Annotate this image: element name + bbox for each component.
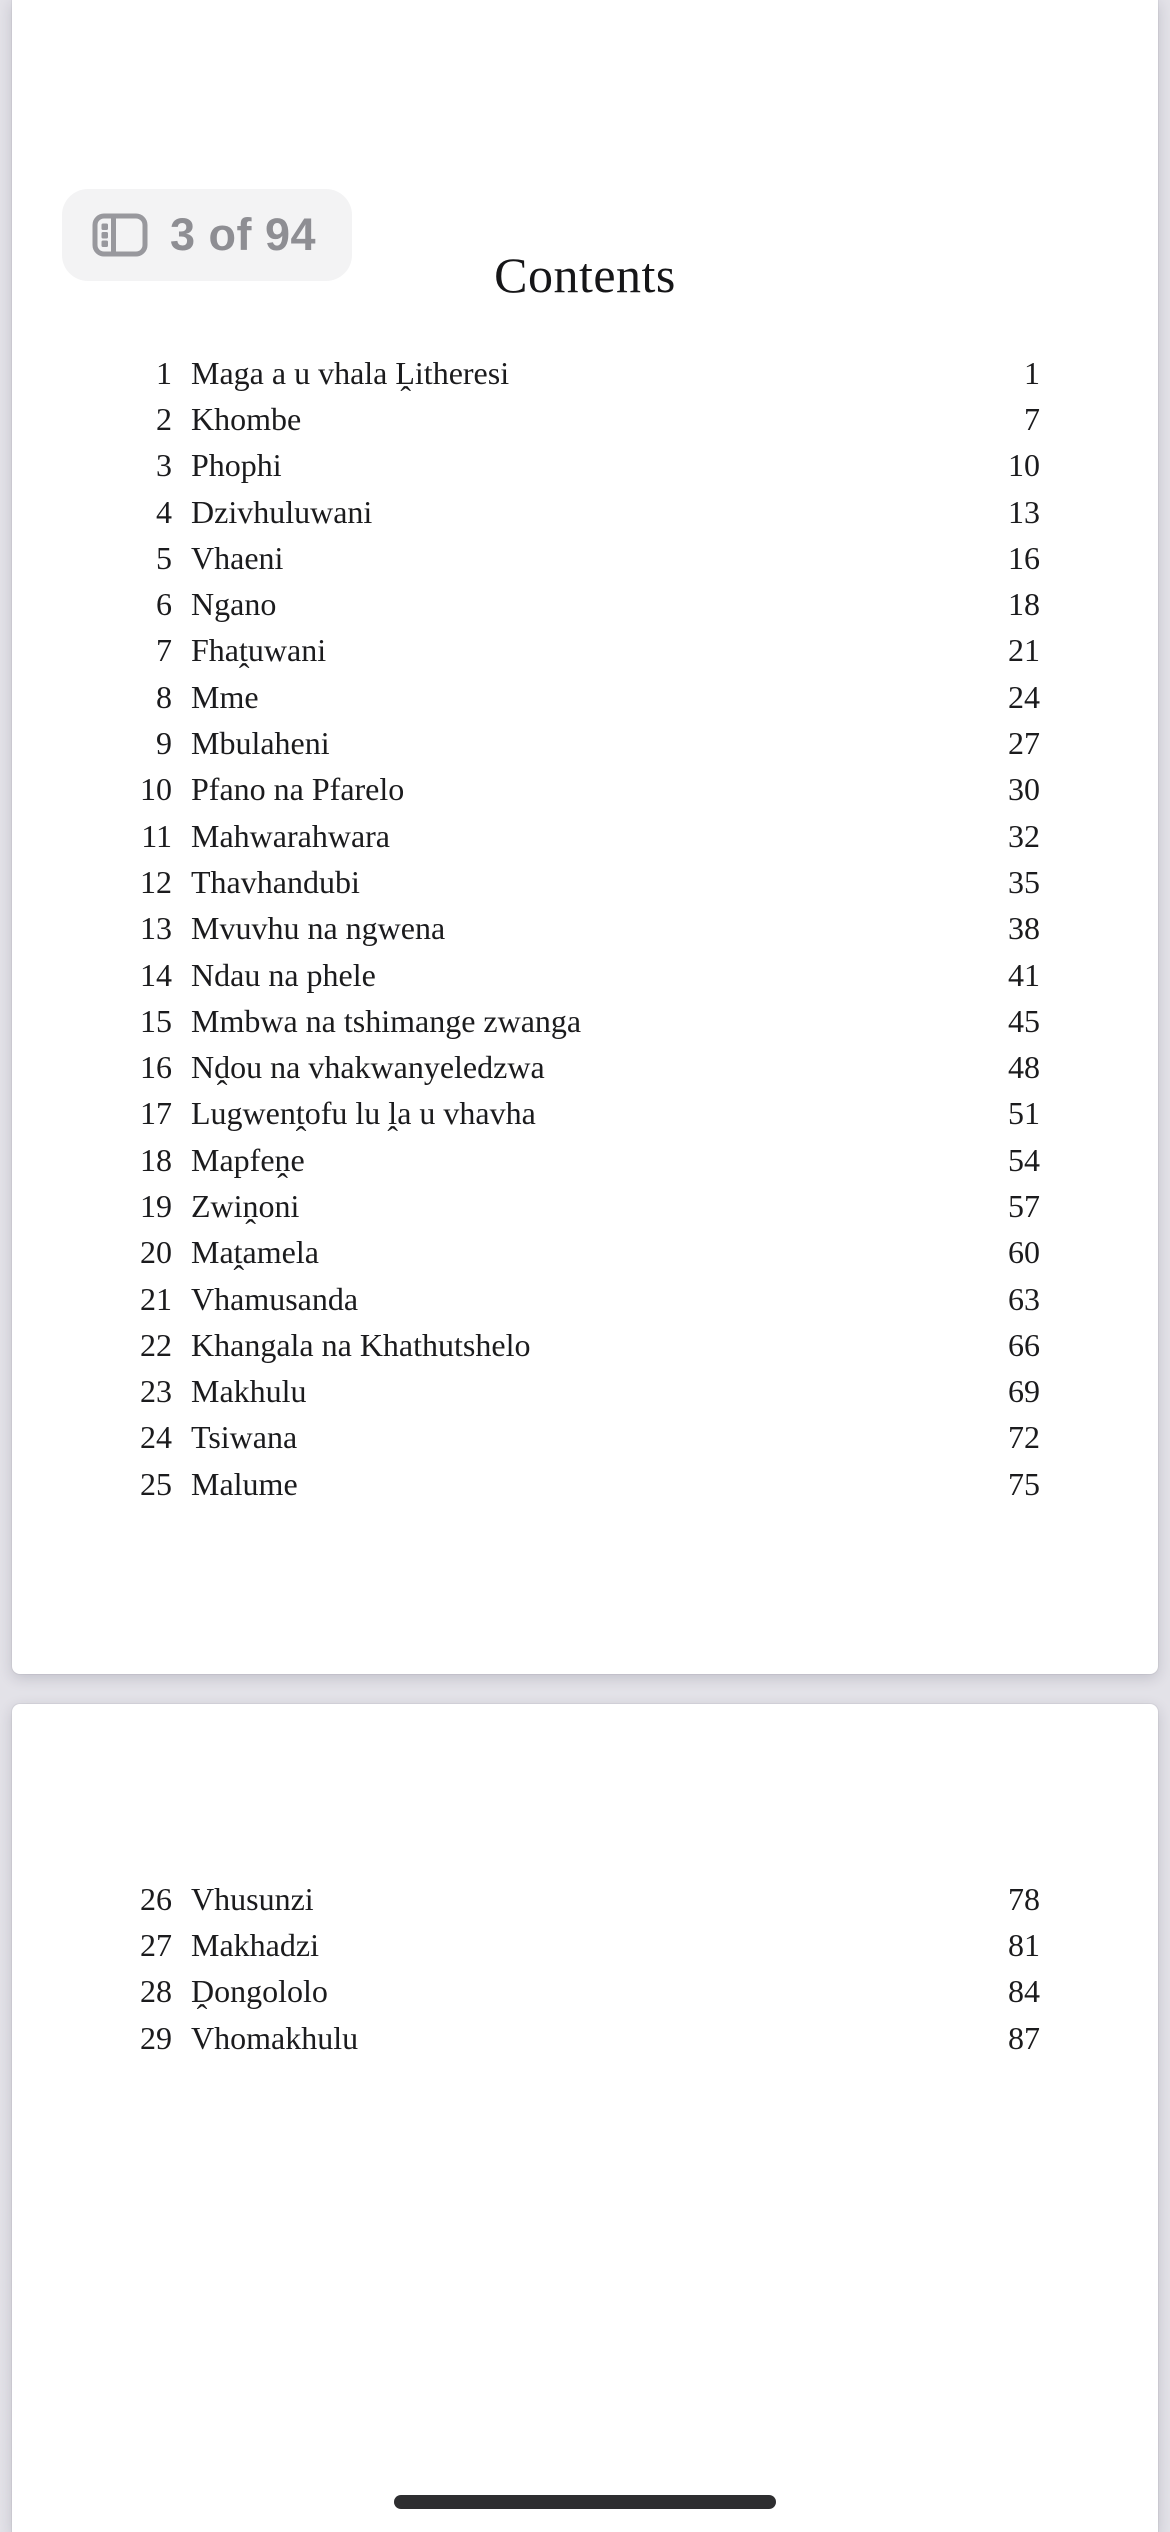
toc-entry-title: Maṱamela <box>191 1234 319 1271</box>
toc-entry-title: Vhusunzi <box>191 1880 314 1917</box>
toc-entry-page: 51 <box>1008 1095 1040 1132</box>
toc-entry[interactable] <box>12 350 1040 396</box>
book-page-current[interactable] <box>12 0 1158 1674</box>
home-indicator[interactable] <box>394 2495 776 2509</box>
toc-entry-page: 30 <box>1008 771 1040 808</box>
toc-entry[interactable] <box>12 1969 1040 2015</box>
toc-entry[interactable] <box>12 1461 1040 1507</box>
toc-entry-title: Zwiṋoni <box>191 1187 300 1224</box>
toc-entry-number: 11 <box>141 817 172 854</box>
toc-entry-title: Mapfeṋe <box>191 1141 305 1178</box>
toc-entry-page: 57 <box>1008 1187 1040 1224</box>
toc-entry[interactable] <box>12 1044 1040 1090</box>
toc-entry[interactable] <box>12 674 1040 720</box>
toc-entry-title: Mmbwa na tshimange zwanga <box>191 1002 582 1039</box>
toc-entry[interactable] <box>12 1276 1040 1322</box>
toc-entry-title: Mvuvhu na ngwena <box>191 910 446 947</box>
toc-entry-page: 87 <box>1008 2019 1040 2056</box>
toc-entry-title: Vhaeni <box>191 539 284 576</box>
toc-entry[interactable] <box>12 720 1040 766</box>
toc-entry-page: 75 <box>1008 1465 1040 1502</box>
toc-entry-page: 84 <box>1008 1973 1040 2010</box>
toc-entry-page: 24 <box>1008 678 1040 715</box>
toc-entry-title: Ndau na phele <box>191 956 376 993</box>
toc-entry-number: 4 <box>156 493 172 530</box>
toc-entry[interactable] <box>12 581 1040 627</box>
toc-entry-title: Mme <box>191 678 259 715</box>
book-page-next[interactable] <box>12 1704 1158 2532</box>
toc-entry-number: 1 <box>156 354 172 391</box>
toc-entry-page: 60 <box>1008 1234 1040 1271</box>
toc-entry-page: 72 <box>1008 1419 1040 1456</box>
toc-entry[interactable] <box>12 952 1040 998</box>
toc-entry-page: 81 <box>1008 1926 1040 1963</box>
toc-entry-number: 12 <box>140 863 172 900</box>
toc-entry-number: 3 <box>156 447 172 484</box>
toc-entry-page: 45 <box>1008 1002 1040 1039</box>
table-of-contents-continued <box>12 1876 1158 2061</box>
toc-entry-title: Ḓongololo <box>191 1973 328 2010</box>
toc-entry[interactable] <box>12 906 1040 952</box>
toc-entry-title: Pfano na Pfarelo <box>191 771 405 808</box>
toc-entry-number: 14 <box>140 956 172 993</box>
toc-entry-page: 35 <box>1008 863 1040 900</box>
toc-entry-number: 23 <box>140 1373 172 1410</box>
page-position-label: 3 of 94 <box>170 209 317 260</box>
toc-entry-title: Thavhandubi <box>191 863 360 900</box>
toc-entry[interactable] <box>12 767 1040 813</box>
toc-entry-title: Tsiwana <box>191 1419 298 1456</box>
toc-entry-number: 15 <box>140 1002 172 1039</box>
toc-entry[interactable] <box>12 1183 1040 1229</box>
toc-entry-title: Ngano <box>191 586 277 623</box>
toc-entry[interactable] <box>12 859 1040 905</box>
toc-entry-title: Vhomakhulu <box>191 2019 359 2056</box>
toc-entry-title: Khombe <box>191 400 302 437</box>
toc-entry-number: 19 <box>140 1187 172 1224</box>
toc-entry[interactable] <box>12 1876 1040 1922</box>
toc-entry[interactable] <box>12 1230 1040 1276</box>
toc-entry-title: Mahwarahwara <box>191 817 390 854</box>
toc-entry[interactable] <box>12 1091 1040 1137</box>
toc-entry-number: 8 <box>156 678 172 715</box>
toc-entry-page: 41 <box>1008 956 1040 993</box>
toc-entry-number: 21 <box>140 1280 172 1317</box>
toc-entry-number: 27 <box>140 1926 172 1963</box>
toc-entry-page: 21 <box>1008 632 1040 669</box>
toc-entry[interactable] <box>12 998 1040 1044</box>
toc-entry-number: 25 <box>140 1465 172 1502</box>
toc-entry-page: 7 <box>1024 400 1040 437</box>
toc-entry-number: 29 <box>140 2019 172 2056</box>
toc-entry[interactable] <box>12 1322 1040 1368</box>
toc-entry-title: Khangala na Khathutshelo <box>191 1326 531 1363</box>
toc-entry-page: 38 <box>1008 910 1040 947</box>
toc-entry-number: 6 <box>156 586 172 623</box>
toc-entry[interactable] <box>12 1137 1040 1183</box>
contents-heading: Contents <box>494 247 676 303</box>
toc-entry[interactable] <box>12 628 1040 674</box>
toc-entry-number: 20 <box>140 1234 172 1271</box>
toc-entry-page: 66 <box>1008 1326 1040 1363</box>
toc-entry-title: Mbulaheni <box>191 725 330 762</box>
toc-entry[interactable] <box>12 535 1040 581</box>
toc-entry-number: 24 <box>140 1419 172 1456</box>
toc-entry-page: 48 <box>1008 1049 1040 1086</box>
toc-entry-number: 9 <box>156 725 172 762</box>
toc-entry[interactable] <box>12 1922 1040 1968</box>
toc-entry-title: Lugwenṱofu lu ḽa u vhavha <box>191 1095 536 1132</box>
toc-entry-title: Phophi <box>191 447 282 484</box>
toc-entry-page: 32 <box>1008 817 1040 854</box>
toc-entry[interactable] <box>12 2015 1040 2061</box>
toc-entry[interactable] <box>12 1415 1040 1461</box>
toc-entry-title: Fhaṱuwani <box>191 632 327 669</box>
toc-entry-number: 28 <box>140 1973 172 2010</box>
toc-entry-number: 17 <box>140 1095 172 1132</box>
toc-entry-page: 13 <box>1008 493 1040 530</box>
toc-entry-number: 10 <box>140 771 172 808</box>
toc-entry-number: 26 <box>140 1880 172 1917</box>
toc-entry-title: Maga a u vhala Ḽitheresi <box>191 354 510 391</box>
toc-entry[interactable] <box>12 489 1040 535</box>
toc-entry-page: 63 <box>1008 1280 1040 1317</box>
table-of-contents <box>12 350 1158 1507</box>
toc-entry[interactable] <box>12 443 1040 489</box>
toc-entry-page: 54 <box>1008 1141 1040 1178</box>
toc-entry-page: 69 <box>1008 1373 1040 1410</box>
toc-entry[interactable] <box>12 396 1040 442</box>
toc-entry-title: Vhamusanda <box>191 1280 359 1317</box>
toc-entry-page: 16 <box>1008 539 1040 576</box>
toc-entry-number: 13 <box>140 910 172 947</box>
toc-entry-title: Makhulu <box>191 1373 307 1410</box>
toc-entry-title: Nḓou na vhakwanyeledzwa <box>191 1049 545 1086</box>
toc-entry-number: 2 <box>156 400 172 437</box>
toc-entry[interactable] <box>12 1369 1040 1415</box>
toc-entry-page: 10 <box>1008 447 1040 484</box>
toc-entry-page: 27 <box>1008 725 1040 762</box>
toc-entry-page: 78 <box>1008 1880 1040 1917</box>
toc-entry-number: 18 <box>140 1141 172 1178</box>
toc-entry-number: 16 <box>140 1049 172 1086</box>
toc-entry[interactable] <box>12 813 1040 859</box>
toc-entry-title: Makhadzi <box>191 1926 319 1963</box>
toc-entry-number: 5 <box>156 539 172 576</box>
toc-entry-title: Malume <box>191 1465 298 1502</box>
toc-entry-number: 7 <box>156 632 172 669</box>
toc-entry-number: 22 <box>140 1326 172 1363</box>
toc-entry-title: Dzivhuluwani <box>191 493 373 530</box>
toc-entry-page: 18 <box>1008 586 1040 623</box>
toc-entry-page: 1 <box>1024 354 1040 391</box>
